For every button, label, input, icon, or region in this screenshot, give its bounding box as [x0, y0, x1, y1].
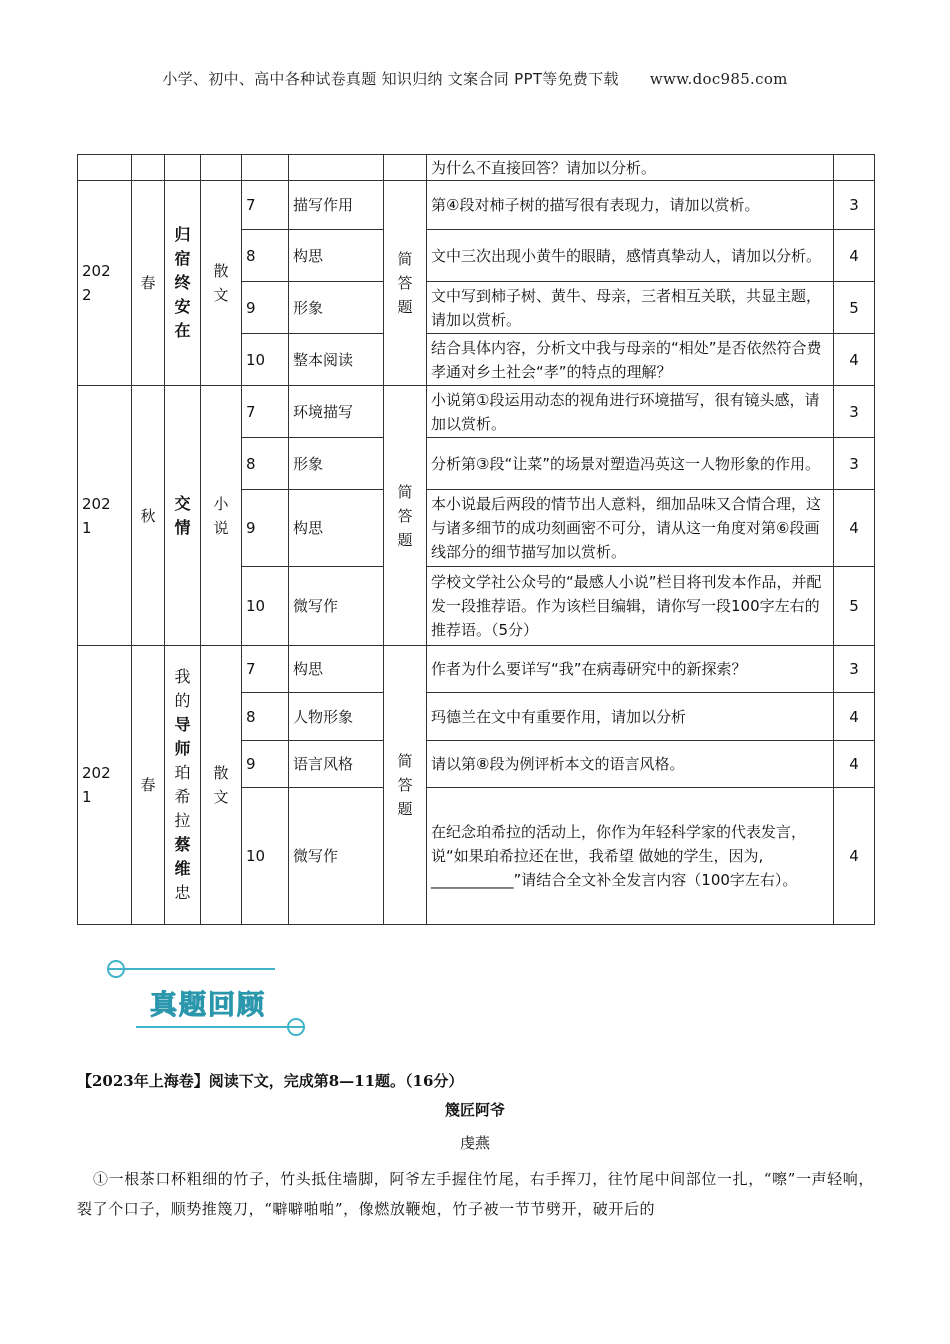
question-type-cell: 简 答 题	[384, 386, 427, 646]
season-cell: 春	[132, 646, 165, 925]
test-point: 描写作用	[289, 181, 384, 230]
score-cell: 3	[834, 646, 875, 693]
question-cell: 小说第①段运用动态的视角进行环境描写，很有镜头感，请加以赏析。	[427, 386, 834, 438]
question-number: 7	[242, 646, 289, 693]
year-cell: 202 2	[78, 181, 132, 386]
exam-table	[77, 154, 875, 925]
season-cell: 秋	[132, 386, 165, 646]
question-cell: 为什么不直接回答？请加以分析。	[427, 155, 834, 181]
genre-cell: 散 文	[201, 646, 242, 925]
article-title-cell: 归 宿 终 安 在	[165, 181, 201, 386]
article-author: 虔燕	[459, 1134, 490, 1152]
score-cell: 3	[834, 181, 875, 230]
question-cell: 玛德兰在文中有重要作用，请加以分析	[427, 693, 834, 741]
question-cell: 在纪念珀希拉的活动上，你作为年轻科学家的代表发言，说“如果珀希拉还在世，我希望 做她的学生，因为, ___________”请结合全文补全发言内容（100字左右）。	[427, 788, 834, 925]
question-number: 10	[242, 567, 289, 646]
question-cell: 分析第③段“让菜”的场景对塑造冯英这一人物形象的作用。	[427, 438, 834, 490]
question-number: 9	[242, 490, 289, 567]
question-cell: 结合具体内容，分析文中我与母亲的“相处”是否依然符合费孝通对乡土社会“孝”的特点的理解？	[427, 334, 834, 386]
score-cell: 4	[834, 788, 875, 925]
score-cell: 4	[834, 490, 875, 567]
article-paragraph: ①一根茶口杯粗细的竹子，竹头抵住墙脚，阿爷左手握住竹尾，右手挥刀，往竹尾中间部位一扎，“嚓”一声轻响，裂了个口子，顺势推篾刀，“噼噼啪啪”，像燃放鞭炮，竹子被一节节劈开，破开后的	[77, 1170, 874, 1218]
question-number: 8	[242, 230, 289, 282]
question-cell: 第④段对柿子树的描写很有表现力，请加以赏析。	[427, 181, 834, 230]
test-point: 微写作	[289, 788, 384, 925]
question-number: 8	[242, 438, 289, 490]
question-type-cell: 简 答 题	[384, 646, 427, 925]
year-cell: 202 1	[78, 386, 132, 646]
test-point: 形象	[289, 282, 384, 334]
question-number: 7	[242, 181, 289, 230]
test-point: 整本阅读	[289, 334, 384, 386]
question-type-cell: 简 答 题	[384, 181, 427, 386]
article-title-cell: 我 的 导 师 珀 希 拉 蔡 维 忠	[165, 646, 201, 925]
page-header	[0, 68, 950, 89]
question-number: 8	[242, 693, 289, 741]
genre-cell: 小 说	[201, 386, 242, 646]
table-row	[78, 646, 875, 693]
year-cell: 202 1	[78, 646, 132, 925]
question-cell: 作者为什么要详写“我”在病毒研究中的新探索？	[427, 646, 834, 693]
section-badge-title: 真题回顾	[150, 990, 266, 1021]
season-cell: 春	[132, 181, 165, 386]
article-title-cell: 交 情	[165, 386, 201, 646]
test-point: 构思	[289, 230, 384, 282]
question-number: 10	[242, 334, 289, 386]
score-cell: 4	[834, 741, 875, 788]
question-cell: 文中写到柿子树、黄牛、母亲，三者相互关联，共显主题，请加以赏析。	[427, 282, 834, 334]
test-point: 微写作	[289, 567, 384, 646]
question-cell: 请以第⑧段为例评析本文的语言风格。	[427, 741, 834, 788]
score-cell: 4	[834, 230, 875, 282]
score-cell: 3	[834, 438, 875, 490]
test-point: 环境描写	[289, 386, 384, 438]
score-cell: 4	[834, 693, 875, 741]
test-point: 形象	[289, 438, 384, 490]
question-cell: 学校文学社公众号的“最感人小说”栏目将刊发本作品，并配发一段推荐语。作为该栏目编辑，请你写一段100字左右的推荐语。（5分）	[427, 567, 834, 646]
table-row	[78, 386, 875, 438]
test-point: 人物形象	[289, 693, 384, 741]
question-number: 9	[242, 741, 289, 788]
score-cell: 4	[834, 334, 875, 386]
test-point: 构思	[289, 490, 384, 567]
score-cell: 3	[834, 386, 875, 438]
score-cell: 5	[834, 282, 875, 334]
header-text: 小学、初中、高中各种试卷真题 知识归纳 文案合同 PPT等免费下载	[162, 70, 619, 88]
article-title: 篾匠阿爷	[444, 1101, 505, 1119]
test-point: 构思	[289, 646, 384, 693]
question-cell: 本小说最后两段的情节出人意料，细加品味又合情合理，这与诸多细节的成功刻画密不可分，请从这一角度对第⑥段画线部分的细节描写加以赏析。	[427, 490, 834, 567]
score-cell: 5	[834, 567, 875, 646]
table-row	[78, 155, 875, 181]
genre-cell: 散 文	[201, 181, 242, 386]
question-number: 9	[242, 282, 289, 334]
exam-source-line: 【2023年上海卷】阅读下文，完成第8—11题。（16分）	[77, 1072, 464, 1090]
test-point: 语言风格	[289, 741, 384, 788]
table-row	[78, 181, 875, 230]
question-number: 7	[242, 386, 289, 438]
question-number: 10	[242, 788, 289, 925]
header-url[interactable]: www.doc985.com	[649, 70, 788, 88]
question-cell: 文中三次出现小黄牛的眼睛，感情真挚动人，请加以分析。	[427, 230, 834, 282]
